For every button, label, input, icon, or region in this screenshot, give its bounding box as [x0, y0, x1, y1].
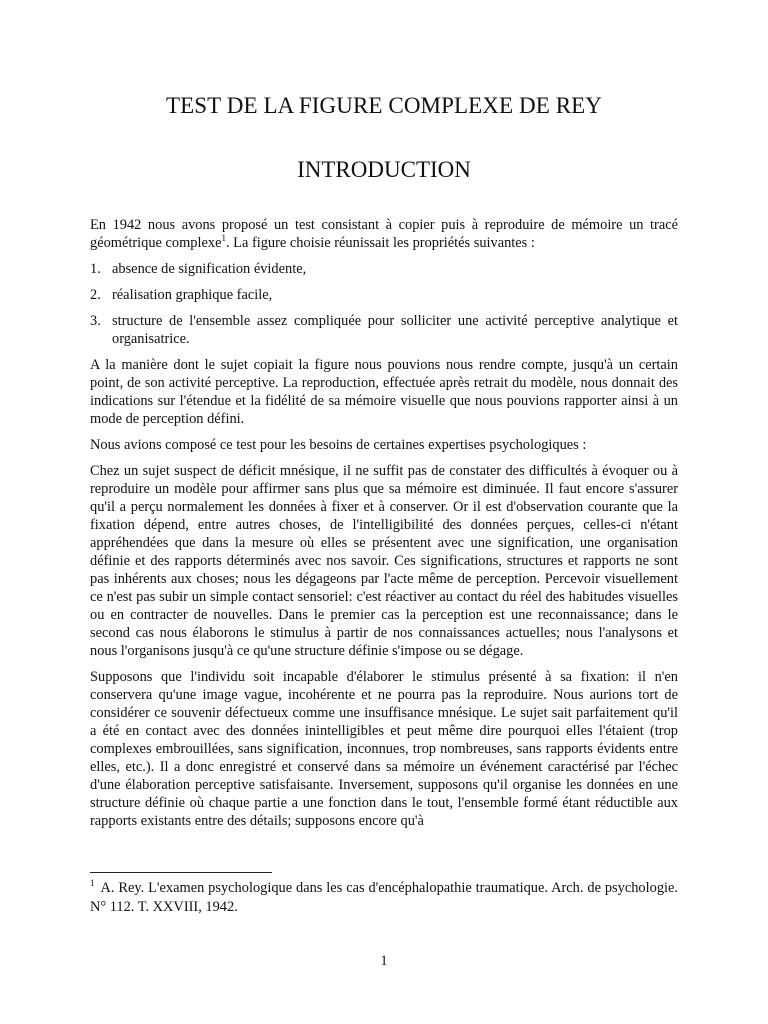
paragraph: A la manière dont le sujet copiait la figure nous pouvions nous rendre compte, jusqu'à un certain point, de son activité perceptive. La reproduction, effectuée après retrait du modèle, nous donnait des indications sur l'étendue et la fidélité de sa mémoire visuelle que nous pouvions rapporter ainsi à un mode de perception défini.	[90, 357, 678, 427]
list-item-number: 3.	[90, 313, 101, 329]
paragraph: Chez un sujet suspect de déficit mnésique, il ne suffit pas de constater des difficultés à évoquer ou à reproduire un modèle pour affirmer sans plus que sa mémoire est diminuée. Il faut encore s'assurer qu'il a perçu normalement les données à fixer et à conserver. Or il est d'observation courante que la fixation dépend, entre autres choses, de l'intelligibilité des données perçues, celles-ci n'étant appréhendées que dans la mesure où elles se présentent avec une signification, une organisation définie et des rapports déterminés avec nos savoir. Ces significations, structures et rapports ne sont pas inhérents aux choses; nous les dégageons par l'acte même de perception. Percevoir visuellement ce n'est pas subir un simple contact sensoriel: c'est réactiver au contact du réel des habitudes visuelles ou en contracter de nouvelles. Dans le premier cas la perception est une reconnaissance; dans le second cas nous élaborons le stimulus à partir de nos connaissances actuelles; nous l'analysons et nous l'organisons jusqu'à ce qu'une structure définie s'impose ou se dégage.	[90, 463, 678, 659]
list-item-text: réalisation graphique facile,	[112, 287, 273, 303]
document-body	[90, 216, 678, 838]
list-item-text: structure de l'ensemble assez compliquée pour solliciter une activité perceptive analytique et organisatrice.	[112, 313, 678, 347]
list-item-text: absence de signification évidente,	[112, 261, 307, 277]
page-number: 1	[380, 953, 388, 969]
intro-text-continued: . La figure choisie réunissait les propriétés suivantes :	[225, 235, 535, 251]
section-heading: INTRODUCTION	[297, 157, 471, 182]
document-title: TEST DE LA FIGURE COMPLEXE DE REY	[165, 93, 603, 118]
footnote-marker: 1	[90, 878, 95, 889]
list-item-number: 2.	[90, 287, 101, 303]
footnote	[90, 879, 678, 917]
properties-list	[90, 260, 678, 348]
list-item	[90, 286, 678, 304]
footnote-divider	[90, 872, 272, 873]
paragraph: Supposons que l'individu soit incapable d'élaborer le stimulus présenté à sa fixation: il n'en conservera qu'une image vague, incohérente et ne pourra pas la reproduire. Nous aurions tort de considérer ce souvenir défectueux comme une insuffisance mnésique. Le sujet sait parfaitement qu'il a été en contact avec des données inintelligibles et peut même dire pourquoi elles l'étaient (trop complexes embrouillées, sans signification, inconnues, trop nombreuses, sans rapports évidents entre elles, etc.). Il a donc enregistré et conservé dans sa mémoire un événement caractérisé par l'échec d'une élaboration perceptive satisfaisante. Inversement, supposons qu'il organise les données en une structure définie où chaque partie a une fonction dans le tout, l'ensemble formé étant réductible aux rapports existants entre des détails; supposons encore qu'à	[90, 669, 678, 829]
footnote-text: A. Rey. L'examen psychologique dans les cas d'encéphalopathie traumatique. Arch. de psychologie. N° 112. T. XXVIII, 1942.	[90, 880, 678, 915]
list-item-number: 1.	[90, 261, 101, 277]
intro-paragraph	[90, 216, 678, 252]
intro-text: En 1942 nous avons proposé un test consistant à copier puis à reproduire de mémoire un tracé géométrique complexe	[90, 217, 678, 251]
paragraph: Nous avions composé ce test pour les besoins de certaines expertises psychologiques :	[90, 437, 587, 453]
footnote-reference[interactable]: 1	[221, 233, 226, 244]
list-item	[90, 260, 678, 278]
list-item	[90, 312, 678, 348]
